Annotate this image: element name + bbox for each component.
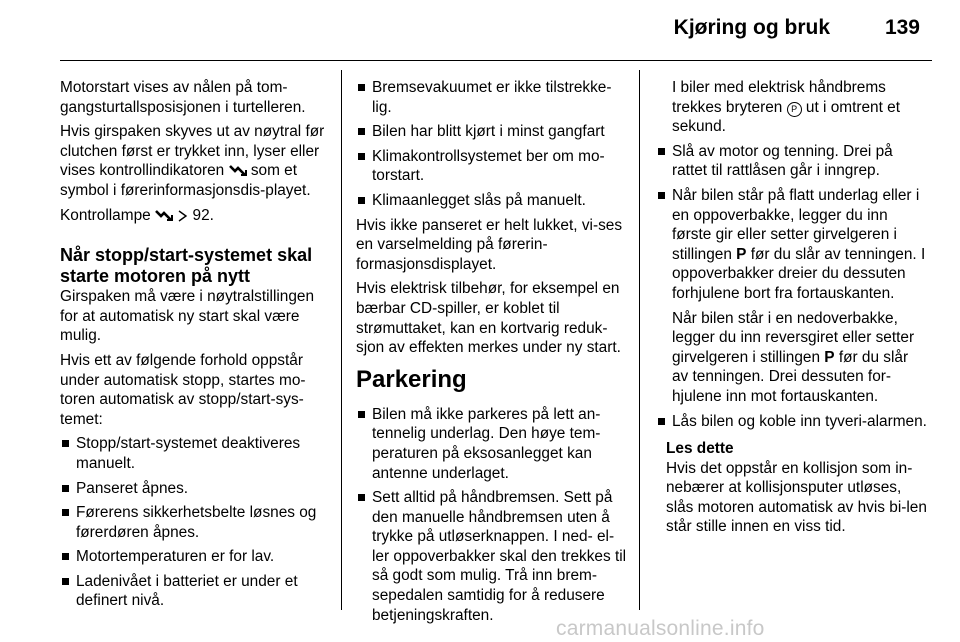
gear-position-label: P [824,348,835,366]
list-item-continuation: Når bilen står i en nedoverbakke, legger du inn reversgiret eller setter girvelgeren i stillingen P før du slår av tenningen. Drei dessuten for-hjulene inn mot fortauskanten. [672,309,915,405]
note-text: Hvis det oppstår en kollisjon som in-nebærer at kollisjonsputer utløses, slås motoren automatisk av hvis bi-len står stille innen en viss tid. [666,459,927,536]
page-number: 139 [884,16,920,39]
bullet-list [656,142,928,431]
paragraph: Hvis elektrisk tilbehør, for eksempel en bærbar CD-spiller, er koblet til strømuttaket, kan en kortvarig reduk-sjon av effekten merkes under ny start. [356,280,621,357]
list-item: Stopp/start-systemet deaktiveres manuelt. [60,434,330,473]
square-bullet-icon [358,153,365,160]
page-reference-arrow-icon[interactable] [177,210,188,222]
square-bullet-icon [62,578,69,585]
list-item: Førerens sikkerhetsbelte løsnes og førerdøren åpnes. [60,503,330,542]
column-3 [656,78,928,537]
list-item: Slå av motor og tenning. Drei på rattet til rattlåsen går i inngrep. [656,142,928,181]
subsection-heading: Når stopp/start-systemet skal starte motoren på nytt [60,245,313,287]
header-rule [60,60,932,61]
paragraph: Hvis ikke panseret er helt lukket, vi-ses en varselmelding på førerin-formasjonsdisplayet. [356,216,623,273]
list-item: Bilen har blitt kjørt i minst gangfart [356,122,628,142]
paragraph: Girspaken må være i nøytralstillingen for at automatisk ny start skal være mulig. [60,288,315,345]
paragraph-text: Kontrollampe [60,206,151,224]
list-item: Bilen må ikke parkeres på lett an-tennelig underlag. Den høye tem-peraturen på eksosanlegget kan antenne underlaget. [356,405,628,483]
square-bullet-icon [358,84,365,91]
list-item: Klimakontrollsystemet ber om mo-torstart. [356,147,628,186]
paragraph-text: ut i omtrent et sekund. [672,98,901,136]
running-head-title: Kjøring og bruk [673,16,830,39]
paragraph: Hvis ett av følgende forhold oppstår under automatisk stopp, startes mo-toren automatisk av stopp/start-sys-temet: [60,351,306,428]
list-item: Klimaanlegget slås på manuelt. [356,191,628,211]
note-title: Les dette [666,440,734,458]
list-item: Når bilen står på flatt underlag eller i en oppoverbakke, legger du inn første gir eller setter girvelgeren i stillingen P før du slår av tenningen. I oppoverbakker dreier du dessuten forhjulene bort fra fortauskanten. Når bilen står i en nedoverbakke, legger du inn reversgiret eller setter girvelgeren i stillingen P før du slår av tenningen. Drei dessuten for-hjulene inn mot fortauskanten. [656,186,928,407]
list-item: Lås bilen og koble inn tyveri-alarmen. [656,412,928,432]
square-bullet-icon [658,418,665,425]
parking-brake-switch-icon: P [787,102,802,117]
paragraph-text: som et symbol i førerinformasjonsdis-playet. [60,162,311,199]
square-bullet-icon [358,128,365,135]
paragraph-text: Hvis girspaken skyves ut av nøytral før clutchen først er trykket inn, lyser eller vises kontrollindikatoren [60,123,325,180]
paragraph [656,78,928,137]
bullet-list [356,78,628,211]
square-bullet-icon [62,553,69,560]
list-item: Panseret åpnes. [60,479,330,499]
autostop-indicator-icon [229,164,247,177]
paragraph [60,122,330,200]
column-2 [356,78,628,630]
watermark: carmanualsonline.info [556,617,765,640]
paragraph: Motorstart vises av nålen på tom-gangsturtallsposisjonen i turtelleren. [60,79,306,116]
square-bullet-icon [658,192,665,199]
column-divider-2 [639,70,640,610]
gear-position-label: P [736,245,747,263]
column-divider-1 [341,70,342,610]
section-heading: Parkering [356,365,467,393]
list-item: Sett alltid på håndbremsen. Sett på den manuelle håndbremsen uten å trykke på utløserknappen. I ned- el-ler oppoverbakker skal den trekkes til så godt som mulig. Trå inn brem-sepedalen samtidig for å redusere betjeningskraften. [356,488,628,625]
list-item: Ladenivået i batteriet er under et definert nivå. [60,572,330,611]
list-item: Bremsevakuumet er ikke tilstrekke-lig. [356,78,628,117]
column-1 [60,78,330,616]
square-bullet-icon [62,440,69,447]
square-bullet-icon [358,494,365,501]
page-reference[interactable]: 92. [192,206,214,224]
square-bullet-icon [62,509,69,516]
list-item: Motortemperaturen er for lav. [60,547,330,567]
square-bullet-icon [358,411,365,418]
bullet-list [60,434,330,611]
autostop-indicator-icon [155,209,173,222]
paragraph [60,206,330,226]
note-box [656,439,928,537]
square-bullet-icon [62,485,69,492]
square-bullet-icon [658,148,665,155]
paragraph-text: I biler med elektrisk håndbrems trekkes bryteren [672,79,886,116]
bullet-list [356,405,628,626]
square-bullet-icon [358,197,365,204]
